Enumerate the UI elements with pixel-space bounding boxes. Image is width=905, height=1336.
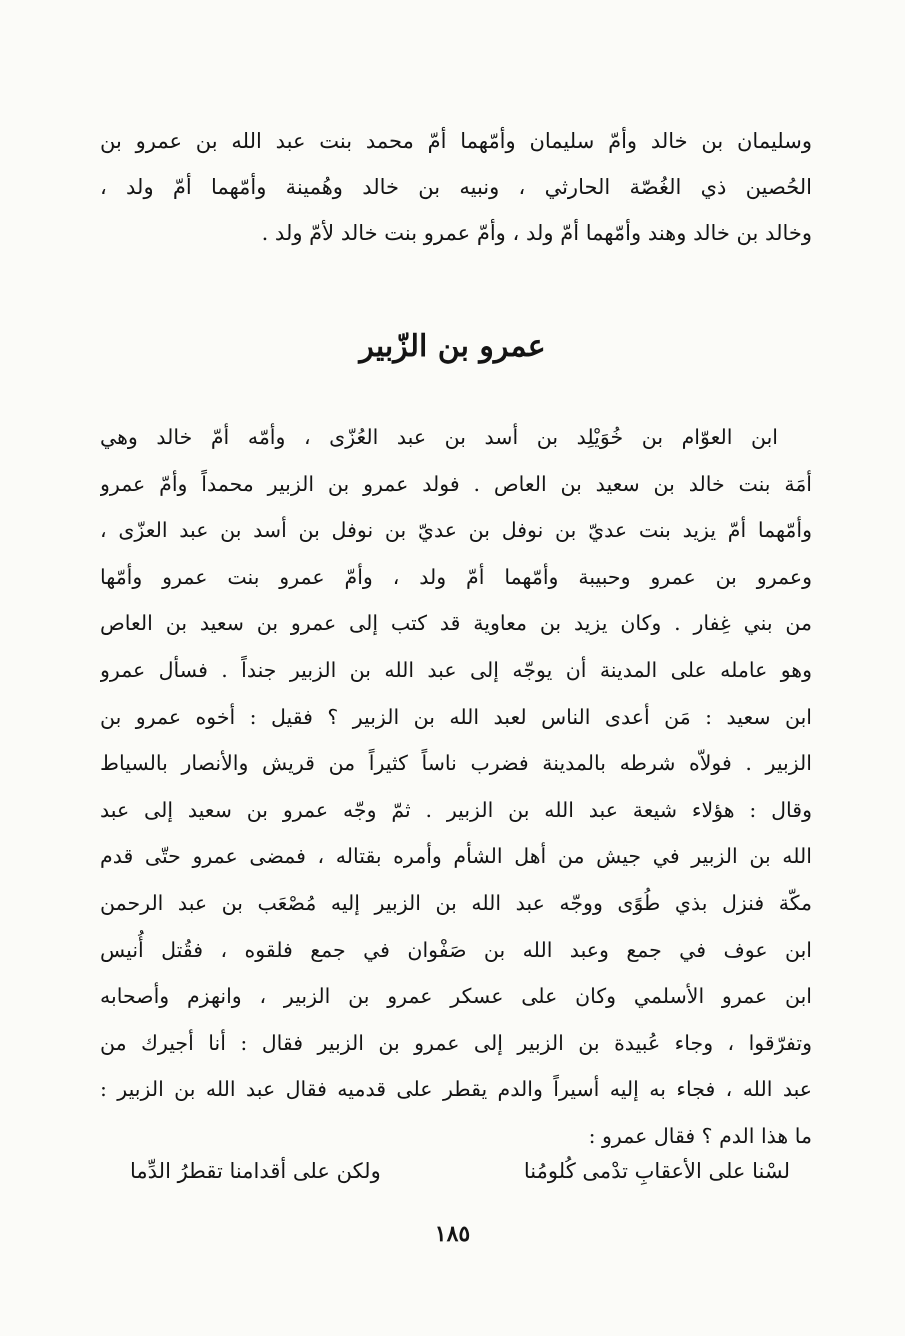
text-line: من بني غِفار . وكان يزيد بن معاوية قد كتب إلى عمرو بن سعيد بن العاص bbox=[100, 611, 812, 636]
text-line: ما هذا الدم ؟ فقال عمرو : bbox=[588, 1123, 812, 1148]
text-line: الله بن الزبير في جيش من أهل الشأم وأمره بقتاله ، فمضى عمرو حتّى قدم bbox=[100, 844, 812, 869]
section-heading: عمرو بن الزّبير bbox=[359, 329, 546, 364]
poem-hemistich-first: لسْنا على الأعقابِ تدْمى كُلومُنا bbox=[523, 1159, 790, 1183]
poem-hemistich-second: ولكن على أقدامنا تقطرُ الدِّما bbox=[130, 1159, 381, 1183]
text-line: وسليمان بن خالد وأمّ سليمان وأمّهما أمّ محمد بنت عبد الله بن عمرو بن bbox=[100, 129, 812, 153]
text-line: وتفرّقوا ، وجاء عُبيدة بن الزبير إلى عمرو بن الزبير فقال : أنا أجيرك من bbox=[100, 1030, 812, 1055]
text-line: ابن العوّام بن خُوَيْلِد بن أسد بن عبد العُزّى ، وأمّه أمّ خالد وهي bbox=[100, 425, 778, 449]
body-paragraph bbox=[100, 414, 812, 1160]
text-line: أمَة بنت خالد بن سعيد بن العاص . فولد عمرو بن الزبير محمداً وأمّ عمرو bbox=[100, 471, 812, 496]
intro-paragraph bbox=[100, 118, 812, 256]
text-line: عبد الله ، فجاء به إليه أسيراً والدم يقطر على قدميه فقال عبد الله بن الزبير : bbox=[100, 1077, 812, 1102]
text-line: الحُصين ذي الغُصّة الحارثي ، ونبيه بن خالد وهُمينة وأمّهما أمّ ولد ، bbox=[100, 175, 812, 199]
text-line: ابن عمرو الأسلمي وكان على عسكر عمرو بن الزبير ، وانهزم وأصحابه bbox=[100, 984, 812, 1009]
text-line: وخالد بن خالد وهند وأمّهما أمّ ولد ، وأمّ عمرو بنت خالد لأمّ ولد . bbox=[261, 221, 812, 245]
text-line: وأمّهما أمّ يزيد بنت عديّ بن نوفل بن عديّ بن نوفل بن أسد بن عبد العزّى ، bbox=[100, 518, 812, 543]
text-line: ابن عوف في جمع وعبد الله بن صَفْوان في جمع فلقوه ، فقُتل أُنيس bbox=[100, 937, 812, 962]
page-number: ١٨٥ bbox=[434, 1221, 471, 1247]
text-line: الزبير . فولاّه شرطه بالمدينة فضرب ناساً كثيراً من قريش والأنصار بالسياط bbox=[100, 751, 812, 776]
text-line: وهو عامله على المدينة أن يوجّه إلى عبد الله بن الزبير جنداً . فسأل عمرو bbox=[100, 657, 812, 682]
text-line: ابن سعيد : مَن أعدى الناس لعبد الله بن الزبير ؟ فقيل : أخوه عمرو بن bbox=[100, 704, 812, 729]
text-line: وعمرو بن عمرو وحبيبة وأمّهما أمّ ولد ، وأمّ عمرو بنت عمرو وأمّها bbox=[100, 564, 812, 589]
text-line: وقال : هؤلاء شيعة عبد الله بن الزبير . ثمّ وجّه عمرو بن سعيد إلى عبد bbox=[100, 797, 812, 822]
text-line: مكّة فنزل بذي طُوًى ووجّه عبد الله بن الزبير إليه مُصْعَب بن عبد الرحمن bbox=[100, 890, 812, 915]
